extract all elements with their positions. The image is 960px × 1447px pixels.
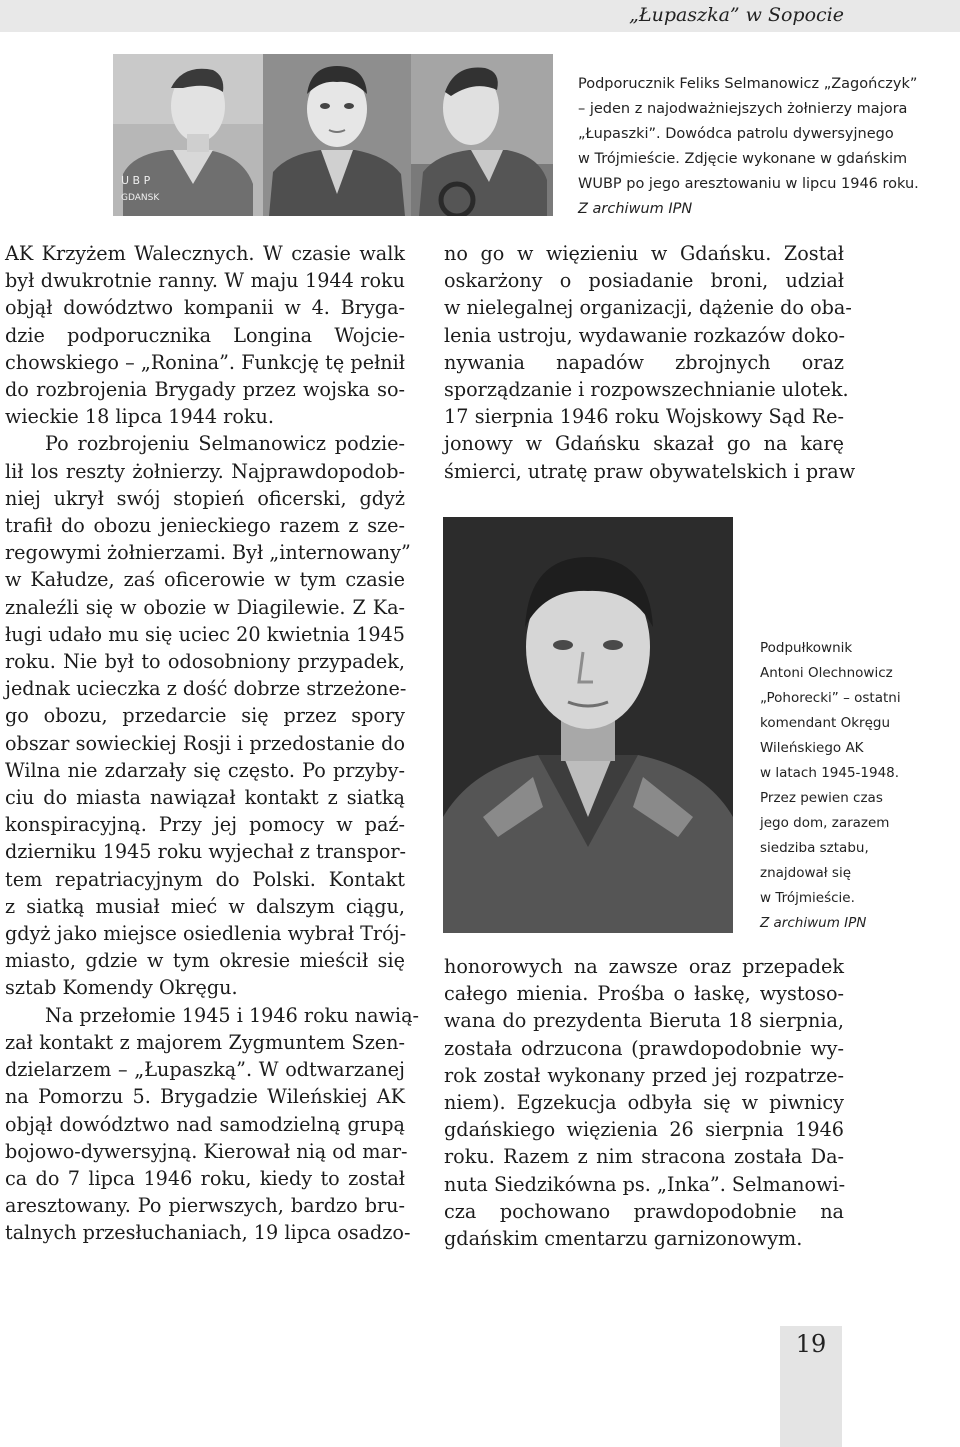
text-line: lenia ustroju, wydawanie rozkazów doko- xyxy=(444,323,846,347)
text-line: śmierci, utratę praw obywatelskich i praw xyxy=(444,459,856,483)
text-line: AK Krzyżem Walecznych. W czasie walk xyxy=(5,242,405,265)
page-number: 19 xyxy=(795,1330,827,1358)
text-line: z siatką musiał mieć w dalszym ciągu, xyxy=(5,894,405,918)
caption-line: – jeden z najodważniejszych żołnierzy majora xyxy=(578,101,908,117)
svg-text:GDANSK: GDANSK xyxy=(121,193,160,203)
text-line: jednak ucieczka z dość dobrze strzeżone- xyxy=(5,677,407,701)
text-line: no go w więzieniu w Gdańsku. Został xyxy=(444,242,844,265)
text-line: gdyż jako miejsce osiedlenia wybrał Trój- xyxy=(5,922,407,946)
text-line: roku. Razem z nim stracona została Da- xyxy=(444,1145,844,1169)
text-line: gdańskim cmentarzu garnizonowym. xyxy=(444,1227,803,1251)
text-line: całego mienia. Prośba o łaskę, wystoso- xyxy=(444,982,844,1006)
text-line: dzie podporucznika Longina Wojcie- xyxy=(5,323,405,347)
caption-line: w Trójmieście. Zdjęcie wykonane w gdańskim xyxy=(578,151,908,167)
text-line: na Pomorzu 5. Brygadzie Wileńskiej AK xyxy=(5,1085,405,1109)
caption-line: Podpułkownik xyxy=(760,640,853,656)
text-line: lił los reszty żołnierzy. Najprawdopodob- xyxy=(5,459,405,483)
caption-line: komendant Okręgu xyxy=(760,715,891,731)
text-line: oskarżony o posiadanie broni, udział xyxy=(444,269,844,293)
caption-line: Przez pewien czas xyxy=(760,790,883,806)
photo-caption-olechnowicz xyxy=(760,636,901,936)
text-line: Na przełomie 1945 i 1946 roku nawią- xyxy=(45,1003,419,1027)
text-line: niej ukrył swój stopień oficerski, gdyż xyxy=(5,486,405,510)
portrait-photo-olechnowicz xyxy=(443,517,733,933)
text-line: nuta Siedzikówna ps. „Inka”. Selmanowi- xyxy=(444,1172,846,1196)
text-line: ciu do miasta nawiązał kontakt z siatką xyxy=(5,786,405,810)
running-title: „Łupaszka” w Sopocie xyxy=(629,4,844,26)
page-number-box xyxy=(780,1326,842,1447)
text-line: zał kontakt z majorem Zygmuntem Szen- xyxy=(5,1030,405,1054)
text-line: dzielarzem – „Łupaszką”. W odtwarzanej xyxy=(5,1058,405,1082)
text-line: chowskiego – „Ronina”. Funkcję tę pełnił xyxy=(5,350,405,374)
text-line: 17 sierpnia 1946 roku Wojskowy Sąd Re- xyxy=(444,405,844,429)
text-line: sztab Komendy Okręgu. xyxy=(5,976,238,1000)
text-line: Po rozbrojeniu Selmanowicz podzie- xyxy=(45,432,405,456)
running-header xyxy=(0,0,960,32)
text-line: aresztowany. Po pierwszych, bardzo bru- xyxy=(5,1194,405,1218)
mugshot-photo-strip xyxy=(113,54,553,216)
text-line: niem). Egzekucja odbyła się w piwnicy xyxy=(444,1091,844,1115)
text-line: Wilna nie zdarzały się często. Po przyby- xyxy=(5,758,405,782)
text-line: do rozbrojenia Brygady przez wojska so- xyxy=(5,378,405,402)
caption-line: Antoni Olechnowicz xyxy=(760,665,893,681)
text-line: bojowo-dywersyjną. Kierował nią od mar- xyxy=(5,1139,408,1163)
text-line: obszar sowieckiej Rosji i przedostanie do xyxy=(5,731,405,755)
mugshot-profile-left xyxy=(113,54,263,216)
text-line: talnych przesłuchaniach, 19 lipca osadzo- xyxy=(5,1221,411,1245)
text-line: nywania napadów zbrojnych oraz xyxy=(444,350,844,374)
article-column-right-top xyxy=(444,240,856,485)
text-line: znaleźli się w obozie w Diagilewie. Z Ka- xyxy=(5,595,405,619)
photo-caption-selmanowicz xyxy=(578,72,919,222)
text-line: w nielegalnej organizacji, dążenie do oba- xyxy=(444,296,852,320)
text-line: go obozu, przedarcie się przez spory xyxy=(5,704,405,728)
caption-line: „Łupaszki”. Dowódca patrolu dywersyjnego xyxy=(578,126,894,142)
text-line: był dwukrotnie ranny. W maju 1944 roku xyxy=(5,269,405,293)
text-line: honorowych na zawsze oraz przepadek xyxy=(444,955,844,978)
text-line: w Kałudze, zaś oficerowie w tym czasie xyxy=(5,568,405,592)
caption-line: w latach 1945-1948. xyxy=(760,765,900,781)
article-column-left xyxy=(5,240,419,1247)
text-line: konspiracyjną. Przy jej pomocy w paź- xyxy=(5,813,405,837)
caption-source: Z archiwum IPN xyxy=(578,201,693,217)
mugshot-front xyxy=(263,54,411,216)
caption-line: WUBP po jego aresztowaniu w lipcu 1946 roku. xyxy=(578,176,919,192)
caption-line: znajdował się xyxy=(760,865,852,881)
text-line: jonowy w Gdańsku skazał go na karę xyxy=(444,432,844,456)
svg-text:U B P: U B P xyxy=(121,174,151,187)
caption-line: Podporucznik Feliks Selmanowicz „Zagończyk” xyxy=(578,76,918,92)
article-column-right-bottom xyxy=(444,953,844,1252)
caption-line: siedziba sztabu, xyxy=(760,840,869,856)
text-line: rok został wykonany przed jej rozpatrze- xyxy=(444,1063,844,1087)
text-line: trafił do obozu jenieckiego razem z sze- xyxy=(5,514,405,538)
text-line: wieckie 18 lipca 1944 roku. xyxy=(5,405,274,429)
text-line: objął dowództwo nad samodzielną grupą xyxy=(5,1112,405,1136)
caption-line: w Trójmieście. xyxy=(760,890,855,906)
text-line: dzierniku 1945 roku wyjechał z transpor- xyxy=(5,840,407,864)
text-line: sporządzanie i rozpowszechnianie ulotek. xyxy=(444,378,849,402)
text-line: ługi udało mu się uciec 20 kwietnia 1945 xyxy=(5,622,405,646)
caption-line: jego dom, zarazem xyxy=(760,815,890,831)
text-line: gdańskiego więzienia 26 sierpnia 1946 xyxy=(444,1118,844,1142)
text-line: tem repatriacyjnym do Polski. Kontakt xyxy=(5,867,405,891)
text-line: ca do 7 lipca 1946 roku, kiedy to został xyxy=(5,1166,405,1190)
text-line: została odrzucona (prawdopodobnie wy- xyxy=(444,1036,844,1060)
mugshot-profile-right xyxy=(411,54,553,216)
caption-source: Z archiwum IPN xyxy=(760,915,867,931)
text-line: regowymi żołnierzami. Był „internowany” xyxy=(5,541,411,565)
text-line: cza pochowano prawdopodobnie na xyxy=(444,1199,844,1223)
caption-line: Wileńskiego AK xyxy=(760,740,864,756)
text-line: miasto, gdzie w tym okresie mieścił się xyxy=(5,949,405,973)
caption-line: „Pohorecki” – ostatni xyxy=(760,690,901,706)
text-line: wana do prezydenta Bieruta 18 sierpnia, xyxy=(444,1009,844,1033)
text-line: roku. Nie był to odosobniony przypadek, xyxy=(5,650,405,674)
text-line: objął dowództwo kompanii w 4. Bryga- xyxy=(5,296,405,320)
